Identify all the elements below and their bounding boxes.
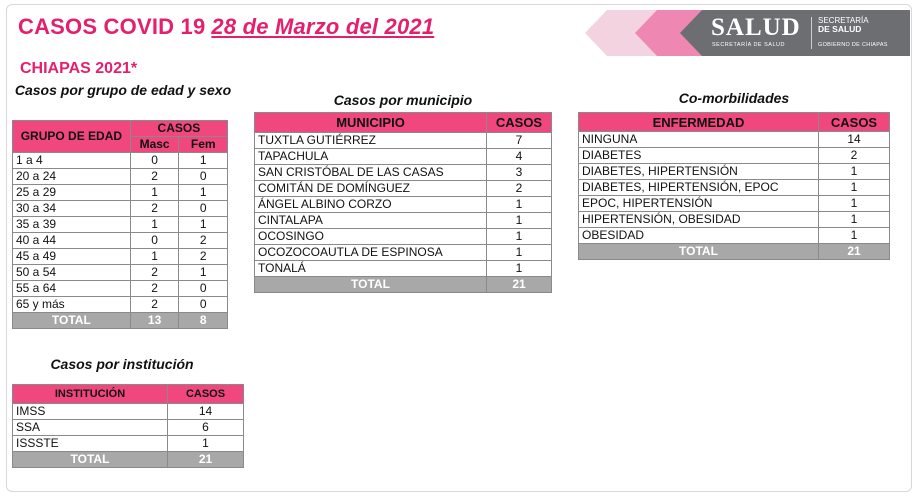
municipio-total-row — [255, 277, 552, 293]
edad-masc-cell: 0 — [130, 233, 179, 249]
table-row — [13, 436, 244, 452]
table-row — [13, 420, 244, 436]
institucion-col-name: INSTITUCIÓN — [13, 385, 168, 404]
comorb-name-cell: DIABETES, HIPERTENSIÓN, EPOC — [579, 180, 819, 196]
municipio-cases-cell: 7 — [487, 133, 552, 149]
edad-masc-cell: 2 — [130, 201, 179, 217]
table-row — [579, 148, 890, 164]
table-row — [255, 213, 552, 229]
municipio-name-cell: ÁNGEL ALBINO CORZO — [255, 197, 487, 213]
edad-heading: Casos por grupo de edad y sexo — [14, 82, 232, 98]
table-row — [13, 297, 228, 313]
table-row — [13, 404, 244, 420]
edad-fem-cell: 2 — [179, 249, 228, 265]
comorb-cases-cell: 1 — [819, 196, 890, 212]
edad-col-masc: Masc — [130, 137, 179, 153]
comorb-cases-cell: 1 — [819, 164, 890, 180]
comorb-name-cell: EPOC, HIPERTENSIÓN — [579, 196, 819, 212]
comorb-cases-cell: 1 — [819, 212, 890, 228]
municipio-col-name: MUNICIPIO — [255, 113, 487, 133]
municipio-name-cell: COMITÁN DE DOMÍNGUEZ — [255, 181, 487, 197]
municipio-name-cell: OCOZOCOAUTLA DE ESPINOSA — [255, 245, 487, 261]
edad-masc-cell: 1 — [130, 217, 179, 233]
table-row — [579, 164, 890, 180]
edad-fem-cell: 1 — [179, 265, 228, 281]
comorb-cases-cell: 2 — [819, 148, 890, 164]
table-row — [13, 233, 228, 249]
page-title — [18, 14, 434, 40]
municipio-cases-cell: 2 — [487, 181, 552, 197]
edad-col-group: GRUPO DE EDAD — [13, 121, 131, 153]
edad-group-cell: 50 a 54 — [13, 265, 131, 281]
edad-fem-cell: 0 — [179, 201, 228, 217]
table-row — [579, 212, 890, 228]
municipio-name-cell: CINTALAPA — [255, 213, 487, 229]
title-prefix: CASOS COVID 19 — [18, 14, 206, 39]
table-row — [255, 165, 552, 181]
edad-group-cell: 1 a 4 — [13, 153, 131, 169]
comorb-col-cases: CASOS — [819, 113, 890, 132]
edad-fem-cell: 1 — [179, 153, 228, 169]
municipio-cases-cell: 1 — [487, 261, 552, 277]
logo-secretaria — [818, 16, 869, 34]
table-row — [255, 229, 552, 245]
logo-divider — [811, 17, 812, 49]
table-row — [13, 185, 228, 201]
table-row — [255, 149, 552, 165]
institucion-heading: Casos por institución — [50, 356, 194, 372]
institucion-col-cases: CASOS — [168, 385, 244, 404]
edad-masc-cell: 0 — [130, 153, 179, 169]
municipio-cases-cell: 1 — [487, 229, 552, 245]
table-row — [13, 169, 228, 185]
region-subtitle: CHIAPAS 2021* — [20, 60, 138, 77]
edad-fem-cell: 1 — [179, 217, 228, 233]
table-row — [579, 132, 890, 148]
edad-fem-cell: 2 — [179, 233, 228, 249]
logo-sec-line1: SECRETARÍA — [818, 16, 869, 25]
title-date: 28 de Marzo del 2021 — [211, 14, 435, 39]
logo-gobierno: GOBIERNO DE CHIAPAS — [818, 42, 888, 48]
edad-group-cell: 40 a 44 — [13, 233, 131, 249]
comorb-heading: Co-morbilidades — [678, 90, 790, 106]
comorb-name-cell: NINGUNA — [579, 132, 819, 148]
comorb-cases-cell: 1 — [819, 228, 890, 244]
institucion-name-cell: IMSS — [13, 404, 168, 420]
edad-col-fem: Fem — [179, 137, 228, 153]
table-row — [255, 261, 552, 277]
comorb-table — [578, 112, 890, 260]
edad-total-masc: 13 — [130, 313, 179, 329]
logo-salud-subtext: SECRETARÍA DE SALUD — [712, 42, 785, 48]
edad-col-cases: CASOS — [130, 121, 227, 137]
edad-group-cell: 30 a 34 — [13, 201, 131, 217]
institucion-total-row — [13, 452, 244, 468]
institucion-table — [12, 384, 244, 468]
salud-logo — [585, 10, 910, 56]
municipio-name-cell: TAPACHULA — [255, 149, 487, 165]
comorb-total-value: 21 — [819, 244, 890, 260]
edad-masc-cell: 1 — [130, 185, 179, 201]
edad-group-cell: 55 a 64 — [13, 281, 131, 297]
edad-group-cell: 35 a 39 — [13, 217, 131, 233]
institucion-total-label: TOTAL — [13, 452, 168, 468]
table-row — [579, 228, 890, 244]
municipio-name-cell: OCOSINGO — [255, 229, 487, 245]
edad-fem-cell: 0 — [179, 281, 228, 297]
institucion-cases-cell: 14 — [168, 404, 244, 420]
comorb-name-cell: OBESIDAD — [579, 228, 819, 244]
logo-salud-text: SALUD — [711, 14, 801, 41]
municipio-heading: Casos por municipio — [333, 92, 473, 108]
institucion-name-cell: SSA — [13, 420, 168, 436]
table-row — [13, 281, 228, 297]
municipio-name-cell: TUXTLA GUTIÉRREZ — [255, 133, 487, 149]
institucion-name-cell: ISSSTE — [13, 436, 168, 452]
edad-group-cell: 45 a 49 — [13, 249, 131, 265]
table-row — [255, 181, 552, 197]
institucion-cases-cell: 1 — [168, 436, 244, 452]
comorb-cases-cell: 14 — [819, 132, 890, 148]
municipio-name-cell: TONALÁ — [255, 261, 487, 277]
edad-masc-cell: 2 — [130, 169, 179, 185]
municipio-table — [254, 112, 552, 293]
municipio-total-value: 21 — [487, 277, 552, 293]
municipio-total-label: TOTAL — [255, 277, 487, 293]
edad-group-cell: 20 a 24 — [13, 169, 131, 185]
edad-fem-cell: 0 — [179, 297, 228, 313]
table-row — [255, 245, 552, 261]
edad-total-fem: 8 — [179, 313, 228, 329]
municipio-cases-cell: 1 — [487, 197, 552, 213]
table-row — [13, 249, 228, 265]
edad-masc-cell: 2 — [130, 281, 179, 297]
table-row — [13, 217, 228, 233]
comorb-col-name: ENFERMEDAD — [579, 113, 819, 132]
municipio-name-cell: SAN CRISTÓBAL DE LAS CASAS — [255, 165, 487, 181]
table-row — [13, 153, 228, 169]
edad-total-label: TOTAL — [13, 313, 131, 329]
municipio-col-cases: CASOS — [487, 113, 552, 133]
edad-masc-cell: 1 — [130, 249, 179, 265]
edad-masc-cell: 2 — [130, 265, 179, 281]
logo-sec-line2: DE SALUD — [818, 24, 862, 34]
edad-total-row — [13, 313, 228, 329]
municipio-cases-cell: 4 — [487, 149, 552, 165]
municipio-cases-cell: 3 — [487, 165, 552, 181]
comorb-name-cell: DIABETES, HIPERTENSIÓN — [579, 164, 819, 180]
comorb-total-label: TOTAL — [579, 244, 819, 260]
comorb-cases-cell: 1 — [819, 180, 890, 196]
table-row — [13, 265, 228, 281]
edad-group-cell: 25 a 29 — [13, 185, 131, 201]
table-row — [13, 201, 228, 217]
table-row — [255, 133, 552, 149]
comorb-name-cell: DIABETES — [579, 148, 819, 164]
comorb-name-cell: HIPERTENSIÓN, OBESIDAD — [579, 212, 819, 228]
municipio-cases-cell: 1 — [487, 213, 552, 229]
table-row — [579, 180, 890, 196]
municipio-cases-cell: 1 — [487, 245, 552, 261]
edad-fem-cell: 0 — [179, 169, 228, 185]
institucion-total-value: 21 — [168, 452, 244, 468]
table-row — [579, 196, 890, 212]
institucion-cases-cell: 6 — [168, 420, 244, 436]
edad-fem-cell: 1 — [179, 185, 228, 201]
comorb-total-row — [579, 244, 890, 260]
edad-masc-cell: 2 — [130, 297, 179, 313]
edad-group-cell: 65 y más — [13, 297, 131, 313]
edad-table — [12, 120, 228, 329]
table-row — [255, 197, 552, 213]
